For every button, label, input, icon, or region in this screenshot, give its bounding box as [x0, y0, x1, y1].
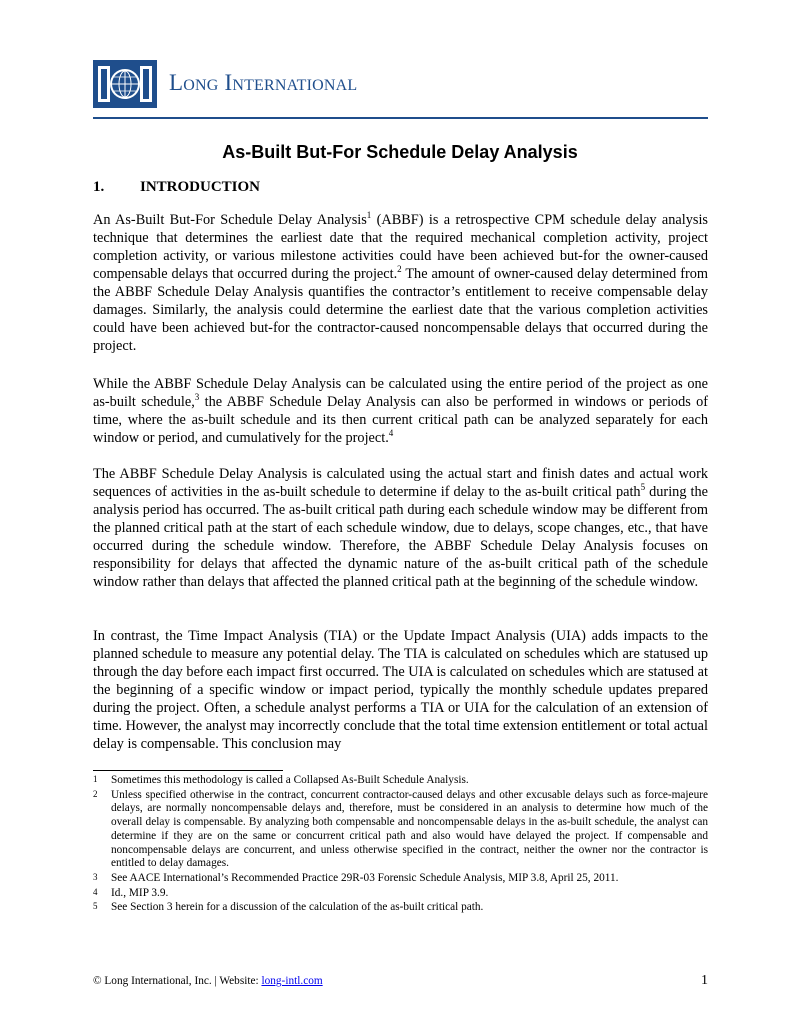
- footnote-separator: [93, 770, 283, 771]
- paragraph-text: The ABBF Schedule Delay Analysis is calculated using the actual start and finish dates and actual work sequences of activities in the as-built schedule to determine if delay to the as-built critical path: [93, 466, 708, 500]
- footnote-number: 2: [93, 788, 98, 799]
- footer-copyright: © Long International, Inc. | Website:: [93, 975, 262, 987]
- paragraph-text: While the ABBF Schedule Delay Analysis can be calculated using the entire period of the project as one as-built schedule,: [93, 376, 708, 410]
- website-link[interactable]: long-intl.com: [261, 975, 323, 987]
- document-title: As-Built But-For Schedule Delay Analysis: [222, 142, 578, 162]
- footnote-text: Sometimes this methodology is called a Collapsed As-Built Schedule Analysis.: [111, 774, 469, 786]
- header-divider: [93, 117, 708, 119]
- footnote: [93, 901, 708, 915]
- section-heading: [93, 179, 260, 196]
- footnote-ref: 2: [397, 264, 402, 275]
- footnote-ref: 4: [388, 428, 394, 439]
- paragraph-2: [93, 375, 708, 447]
- paragraph-3: [93, 465, 708, 591]
- footnote: [93, 887, 708, 901]
- paragraph-text: An As-Built But-For Schedule Delay Analysis: [93, 212, 367, 228]
- footnote-number: 3: [93, 871, 98, 882]
- long-international-logo: [93, 60, 157, 108]
- section-number: 1.: [93, 179, 105, 195]
- footnotes: [93, 774, 708, 916]
- footnote-number: 4: [93, 886, 98, 897]
- footnote: [93, 774, 708, 788]
- paragraph-text: (ABBF) is a retrospective CPM schedule delay analysis technique that determines the earliest date that the required mechanical completion activity, project completion activity, or various milestone activities could have been achieved but-for the owner-caused compensable delays that occurred during the project.: [93, 212, 708, 282]
- paragraph-1: [93, 211, 708, 355]
- page-header: [93, 60, 708, 120]
- footnote: [93, 789, 708, 871]
- company-name: Long International: [169, 70, 358, 95]
- footnote-ref: 3: [194, 392, 200, 403]
- footnote-text: See AACE International’s Recommended Practice 29R-03 Forensic Schedule Analysis, MIP 3.8, April 25, 2011.: [111, 871, 619, 884]
- footnote-text: Unless specified otherwise in the contract, concurrent contractor-caused delays and other excusable delays such as force-majeure delays, are normally noncompensable delays and, therefore, must be considered in an analysis to determine how much of the overall delay is compensable. By analyzing both compensable and noncompensable delays in the as-built schedule, the analyst can determine if they are on the same or concurrent critical path and also would have delayed the project. If compensable and noncompensable delays are concurrent, and unless otherwise specified in the contract, neither the owner nor the contractor is entitled to delay damages.: [111, 788, 708, 870]
- footnote-ref: 5: [640, 482, 646, 493]
- paragraph-text: during the analysis period has occurred. The as-built critical path during each schedule window may be different from the planned critical path at the start of each schedule window, due to delays, scope changes, etc., that have occurred during the schedule window. Therefore, the ABBF Schedule Delay Analysis focuses on responsibility for delays that affected the dynamic nature of the as-built critical path of the schedule window rather than delays that affected the planned critical path at the beginning of the schedule window.: [93, 484, 708, 590]
- paragraph-text: In contrast, the Time Impact Analysis (TIA) or the Update Impact Analysis (UIA) adds impacts to the planned schedule to measure any potential delay. The TIA is calculated on schedules which are statused up through the day before each impact first occurred. The UIA is calculated on schedules which are statused at the beginning of a specific window or impact period, typically the monthly schedule updates prepared during the project. Often, a schedule analyst performs a TIA or UIA for the calculation of an extension of time. However, the analyst may incorrectly conclude that the total time extension entitlement or total actual delay is compensable. This conclusion may: [93, 628, 708, 752]
- paragraph-text: the ABBF Schedule Delay Analysis can also be performed in windows or periods of time, where the as-built schedule and its then current critical path can be analyzed separately for each window or period, and cumulatively for the project.: [93, 394, 708, 446]
- footnote-text: Id., MIP 3.9.: [111, 886, 169, 899]
- section-title: INTRODUCTION: [140, 179, 261, 195]
- page-footer: [93, 975, 708, 987]
- paragraph-4: [93, 627, 708, 753]
- page-number: 1: [701, 973, 708, 988]
- footnote-ref: 1: [366, 210, 372, 221]
- paragraph-text: The amount of owner-caused delay determined from the ABBF Schedule Delay Analysis quantifies the contractor’s entitlement to receive compensable delay damages. Similarly, the analysis could determine the earliest date that the various completion activities could have been achieved but-for the contractor-caused noncompensable delays that occurred during the project.: [93, 266, 708, 354]
- footnote: [93, 872, 708, 886]
- footnote-number: 5: [93, 901, 98, 912]
- footnote-number: 1: [93, 774, 98, 784]
- footnote-text: See Section 3 herein for a discussion of the calculation of the as-built critical path.: [111, 901, 484, 914]
